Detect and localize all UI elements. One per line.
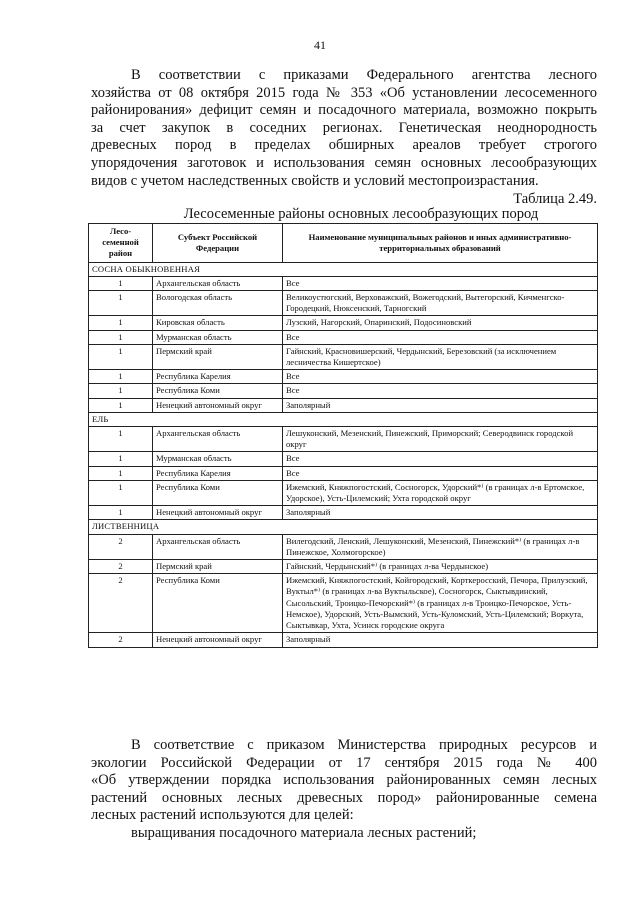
intro-line: видов с учетом наследственных свойств и условий местопроизрастания. xyxy=(91,172,539,189)
district-cell: 1 xyxy=(89,480,153,505)
table-row xyxy=(89,427,598,452)
district-cell: 1 xyxy=(89,316,153,330)
areas-cell: Заполярный xyxy=(283,633,598,647)
district-cell: 1 xyxy=(89,291,153,316)
subject-cell: Пермский край xyxy=(153,344,283,369)
subject-cell: Архангельская область xyxy=(153,534,283,559)
subject-cell: Кировская область xyxy=(153,316,283,330)
subject-cell: Ненецкий автономный округ xyxy=(153,506,283,520)
table-row xyxy=(89,291,598,316)
section-row xyxy=(89,262,598,276)
closing-line: В соответствие с приказом Министерства природных ресурсов и xyxy=(131,737,597,753)
table-row xyxy=(89,534,598,559)
header-district: Лесо-семенной район xyxy=(89,224,153,263)
areas-cell: Все xyxy=(283,370,598,384)
subject-cell: Ненецкий автономный округ xyxy=(153,398,283,412)
intro-line: за счет закупок в соседних регионах. Генетическая неоднородность xyxy=(91,119,597,136)
intro-line: упорядочения заготовок и использования семян основных лесообразующих xyxy=(91,154,597,171)
table-label: Таблица 2.49. xyxy=(513,191,597,207)
subject-cell: Республика Карелия xyxy=(153,466,283,480)
table-row xyxy=(89,330,598,344)
table-row xyxy=(89,560,598,574)
header-subject: Субъект Российской Федерации xyxy=(153,224,283,263)
table-title: Лесосеменные районы основных лесообразующих пород xyxy=(183,206,539,222)
subject-cell: Республика Коми xyxy=(153,384,283,398)
areas-cell: Все xyxy=(283,330,598,344)
table-row xyxy=(89,316,598,330)
page-number: 41 xyxy=(314,38,326,52)
subject-cell: Республика Коми xyxy=(153,480,283,505)
areas-cell: Гайнский, Чердынский*⁾ (в границах л-ва Чердынское) xyxy=(283,560,598,574)
areas-cell: Заполярный xyxy=(283,506,598,520)
table-row xyxy=(89,276,598,290)
subject-cell: Мурманская область xyxy=(153,452,283,466)
table-row xyxy=(89,633,598,647)
areas-cell: Лешуконский, Мезенский, Пинежский, Приморский; Северодвинск городской округ xyxy=(283,427,598,452)
areas-cell: Все xyxy=(283,466,598,480)
subject-cell: Ненецкий автономный округ xyxy=(153,633,283,647)
district-cell: 2 xyxy=(89,633,153,647)
seed-districts-table xyxy=(88,223,598,648)
closing-line: растений основных лесных древесных пород» районированные семена xyxy=(91,789,597,806)
subject-cell: Республика Коми xyxy=(153,574,283,633)
closing-line: экологии Российской Федерации от 17 сентября 2015 года № 400 xyxy=(91,754,597,771)
areas-cell: Все xyxy=(283,276,598,290)
district-cell: 2 xyxy=(89,560,153,574)
subject-cell: Вологодская область xyxy=(153,291,283,316)
district-cell: 1 xyxy=(89,506,153,520)
closing-line: «Об утверждении порядка использования районированных семян лесных xyxy=(91,772,597,789)
section-title: СОСНА ОБЫКНОВЕННАЯ xyxy=(89,262,598,276)
subject-cell: Мурманская область xyxy=(153,330,283,344)
intro-line: районирования» дефицит семян и посадочного материала, возможно покрыть xyxy=(91,102,597,119)
areas-cell: Лузский, Нагорский, Опаринский, Подосиновский xyxy=(283,316,598,330)
table-row xyxy=(89,370,598,384)
table-row xyxy=(89,384,598,398)
district-cell: 1 xyxy=(89,344,153,369)
district-cell: 1 xyxy=(89,384,153,398)
intro-line: В соответствии с приказами Федерального агентства лесного xyxy=(131,67,597,83)
list-item: выращивания посадочного материала лесных растений; xyxy=(131,825,477,841)
areas-cell: Ижемский, Княжпогостский, Койгородский, Корткеросский, Печора, Прилузский, Вуктыл*⁾ (в границах л-ва Вуктыльское), Сосногорск, Сыктывдинский, Сысольский, Троицко-Печорский*⁾ (в границах л-в Троицко-Печорское, Усть-Немское), Удорский, Усть-Вымский, Усть-Куломский, Усть-Цилемский; Воркута, Сыктывкар, Ухта, Усинск городские округа xyxy=(283,574,598,633)
table-row xyxy=(89,344,598,369)
intro-paragraph xyxy=(91,67,597,190)
table-row xyxy=(89,574,598,633)
district-cell: 2 xyxy=(89,534,153,559)
subject-cell: Республика Карелия xyxy=(153,370,283,384)
header-areas: Наименование муниципальных районов и иных административно-территориальных образований xyxy=(283,224,598,263)
intro-line: древесных пород в пределах обширных ареалов требует строгого xyxy=(91,137,597,154)
areas-cell: Вилегодский, Ленский, Лешуконский, Мезенский, Пинежский*⁾ (в границах л-в Пинежское, Холмогорское) xyxy=(283,534,598,559)
district-cell: 1 xyxy=(89,466,153,480)
table-row xyxy=(89,480,598,505)
section-title: ЕЛЬ xyxy=(89,412,598,426)
table-row xyxy=(89,398,598,412)
closing-line: лесных растений используются для целей: xyxy=(91,807,354,824)
closing-paragraph xyxy=(91,737,597,825)
district-cell: 1 xyxy=(89,276,153,290)
areas-cell: Гайнский, Красновишерский, Чердынский, Березовский (за исключением лесничества Кишертское) xyxy=(283,344,598,369)
areas-cell: Все xyxy=(283,452,598,466)
district-cell: 1 xyxy=(89,452,153,466)
section-row xyxy=(89,520,598,534)
areas-cell: Заполярный xyxy=(283,398,598,412)
intro-line: хозяйства от 08 октября 2015 года № 353 «Об установлении лесосеменного xyxy=(91,84,597,101)
subject-cell: Архангельская область xyxy=(153,276,283,290)
table-row xyxy=(89,452,598,466)
table-header-row xyxy=(89,224,598,263)
district-cell: 1 xyxy=(89,370,153,384)
subject-cell: Пермский край xyxy=(153,560,283,574)
table-row xyxy=(89,466,598,480)
section-title: ЛИСТВЕННИЦА xyxy=(89,520,598,534)
areas-cell: Ижемский, Княжпогостский, Сосногорск, Удорский*⁾ (в границах л-в Ертомское, Удорское), Усть-Цилемский; Ухта городской округ xyxy=(283,480,598,505)
district-cell: 2 xyxy=(89,574,153,633)
district-cell: 1 xyxy=(89,427,153,452)
table-row xyxy=(89,506,598,520)
section-row xyxy=(89,412,598,426)
areas-cell: Все xyxy=(283,384,598,398)
subject-cell: Архангельская область xyxy=(153,427,283,452)
district-cell: 1 xyxy=(89,330,153,344)
areas-cell: Великоустюгский, Верховажский, Вожегодский, Вытегорский, Кичменгско-Городецкий, Нюксенский, Тарногский xyxy=(283,291,598,316)
district-cell: 1 xyxy=(89,398,153,412)
